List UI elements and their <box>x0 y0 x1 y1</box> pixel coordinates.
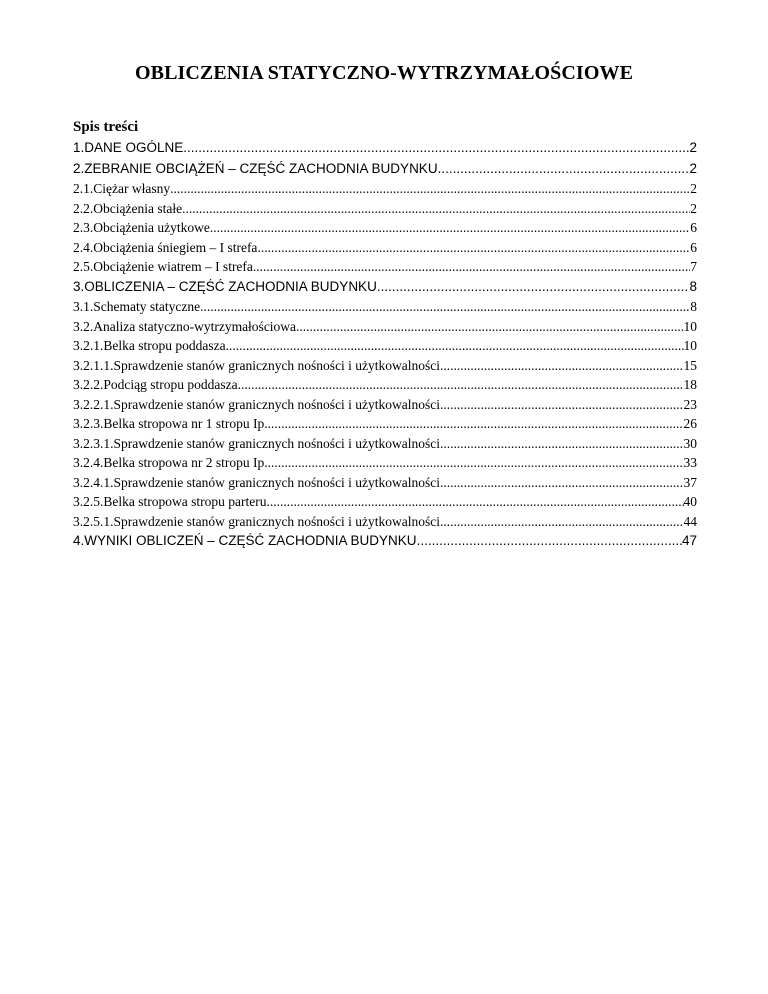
toc-dot-leader <box>264 416 683 432</box>
toc-entry-page: 7 <box>690 259 697 274</box>
toc-entry-label: 3.OBLICZENIA – CZĘŚĆ ZACHODNIA BUDYNKU <box>73 278 377 294</box>
toc-entry-page: 8 <box>690 299 697 314</box>
toc-dot-leader <box>200 299 690 315</box>
toc-entry[interactable] <box>73 220 697 240</box>
toc-entry[interactable] <box>73 140 697 161</box>
toc-entry-page: 2 <box>689 140 697 155</box>
toc-entry-page: 40 <box>683 494 697 509</box>
toc-dot-leader <box>440 475 683 491</box>
toc-entry-label: 2.3.Obciążenia użytkowe <box>73 220 210 235</box>
toc-entry-label: 2.4.Obciążenia śniegiem – I strefa <box>73 239 258 255</box>
toc-dot-leader <box>417 533 682 548</box>
toc-dot-leader <box>226 338 684 354</box>
toc-dot-leader <box>440 514 683 530</box>
table-of-contents <box>73 140 697 554</box>
toc-entry[interactable] <box>73 240 697 260</box>
toc-heading: Spis treści <box>73 119 139 135</box>
toc-entry-label: 3.2.4.1.Sprawdzenie stanów granicznych nośności i użytkowalności <box>73 474 441 490</box>
toc-entry-label: 3.2.3.1.Sprawdzenie stanów granicznych nośności i użytkowalności <box>73 435 441 451</box>
toc-entry[interactable] <box>73 416 697 436</box>
toc-entry-page: 2 <box>690 181 697 196</box>
toc-entry-page: 37 <box>683 474 697 490</box>
toc-entry-page: 15 <box>683 357 697 373</box>
toc-entry[interactable] <box>73 436 697 456</box>
toc-entry-page: 30 <box>683 435 697 451</box>
toc-entry-label: 3.2.2.1.Sprawdzenie stanów granicznych nośności i użytkowalności <box>73 396 441 412</box>
toc-entry-page: 10 <box>683 338 697 353</box>
toc-entry-page: 10 <box>683 318 697 334</box>
toc-entry-page: 6 <box>690 239 697 255</box>
toc-dot-leader <box>210 220 690 236</box>
toc-entry-page: 18 <box>683 377 697 392</box>
toc-entry-label: 3.2.2.Podciąg stropu poddasza <box>73 377 238 392</box>
toc-entry-label: 3.2.5.1.Sprawdzenie stanów granicznych nośności i użytkowalności <box>73 513 441 529</box>
toc-entry-label: 3.1.Schematy statyczne <box>73 299 201 314</box>
toc-dot-leader <box>440 358 683 374</box>
toc-entry-label: 2.2.Obciążenia stałe <box>73 200 183 216</box>
toc-entry[interactable] <box>73 377 697 397</box>
toc-entry-page: 2 <box>690 200 697 216</box>
toc-entry-page: 23 <box>683 396 697 412</box>
toc-entry-label: 2.5.Obciążenie wiatrem – I strefa <box>73 259 253 274</box>
toc-entry-page: 26 <box>683 416 697 431</box>
toc-dot-leader <box>440 436 683 452</box>
toc-entry-page: 44 <box>683 513 697 529</box>
toc-dot-leader <box>264 455 683 471</box>
toc-dot-leader <box>182 201 690 217</box>
toc-dot-leader <box>183 140 689 155</box>
toc-entry[interactable] <box>73 514 697 534</box>
toc-entry[interactable] <box>73 358 697 378</box>
toc-entry-page: 47 <box>681 533 697 548</box>
toc-entry[interactable] <box>73 161 697 182</box>
toc-entry[interactable] <box>73 181 697 201</box>
toc-entry[interactable] <box>73 397 697 417</box>
toc-dot-leader <box>296 319 683 335</box>
toc-entry[interactable] <box>73 201 697 221</box>
toc-entry-label: 3.2.1.Belka stropu poddasza <box>73 338 226 353</box>
toc-entry-label: 3.2.1.1.Sprawdzenie stanów granicznych nośności i użytkowalności <box>73 357 441 373</box>
toc-dot-leader <box>440 397 683 413</box>
toc-entry-page: 33 <box>683 455 697 470</box>
toc-entry-page: 2 <box>689 160 697 176</box>
toc-entry-label: 2.1.Ciężar własny <box>73 181 171 196</box>
toc-dot-leader <box>238 377 684 393</box>
toc-entry[interactable] <box>73 494 697 514</box>
toc-dot-leader <box>253 259 690 275</box>
toc-entry[interactable] <box>73 455 697 475</box>
toc-entry[interactable] <box>73 299 697 319</box>
toc-dot-leader <box>377 279 690 294</box>
toc-entry[interactable] <box>73 259 697 279</box>
toc-dot-leader <box>266 494 683 510</box>
toc-entry-label: 3.2.5.Belka stropowa stropu parteru <box>73 494 267 509</box>
toc-entry[interactable] <box>73 475 697 495</box>
toc-entry-label: 4.WYNIKI OBLICZEŃ – CZĘŚĆ ZACHODNIA BUDYNKU <box>73 533 417 548</box>
toc-entry-label: 3.2.3.Belka stropowa nr 1 stropu Ip <box>73 416 265 431</box>
toc-entry-label: 2.ZEBRANIE OBCIĄŻEŃ – CZĘŚĆ ZACHODNIA BUDYNKU <box>73 160 438 176</box>
toc-entry-label: 1.DANE OGÓLNE <box>73 140 184 155</box>
toc-entry[interactable] <box>73 338 697 358</box>
toc-entry[interactable] <box>73 533 697 554</box>
toc-entry-page: 6 <box>690 220 697 235</box>
toc-entry-page: 8 <box>689 278 697 294</box>
toc-entry-label: 3.2.4.Belka stropowa nr 2 stropu Ip <box>73 455 265 470</box>
toc-entry[interactable] <box>73 279 697 300</box>
toc-dot-leader <box>170 181 690 197</box>
toc-entry[interactable] <box>73 319 697 339</box>
toc-dot-leader <box>257 240 690 256</box>
toc-entry-label: 3.2.Analiza statyczno-wytrzymałościowa <box>73 318 297 334</box>
document-title: OBLICZENIA STATYCZNO-WYTRZYMAŁOŚCIOWE <box>134 62 634 84</box>
toc-dot-leader <box>438 161 690 176</box>
